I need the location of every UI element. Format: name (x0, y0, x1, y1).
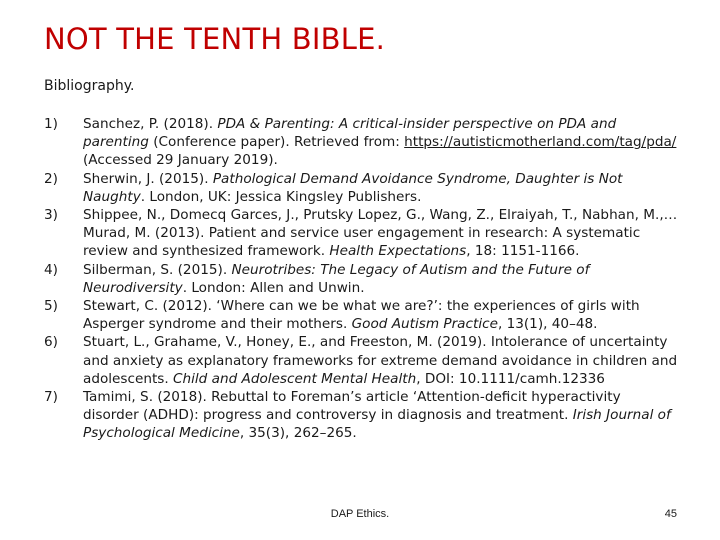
reference-work-title: Irish Journal of Psychological Medicine (83, 407, 671, 442)
reference-number: 3) (44, 207, 58, 224)
reference-item (44, 297, 678, 333)
reference-work-title: Pathological Demand Avoidance Syndrome, Daughter is Not Naughty (83, 170, 623, 205)
reference-item (44, 261, 678, 297)
reference-work-title: Good Autism Practice (351, 316, 498, 333)
reference-details: , 35(3), 262–265. (239, 425, 357, 442)
reference-details: . London: Allen and Unwin. (182, 279, 365, 296)
reference-number: 7) (44, 389, 58, 406)
reference-text (83, 388, 678, 443)
reference-url-link[interactable]: https://autisticmotherland.com/tag/pda/ (404, 134, 677, 151)
reference-authors: Stuart, L., Grahame, V., Honey, E., and Freeston, M. (2019). Intolerance of uncertainty and anxiety as explanatory frameworks for extreme demand avoidance in children and adolescents. (83, 334, 678, 387)
reference-item (44, 333, 678, 388)
reference-item (44, 388, 678, 443)
reference-details: , 18: 1151-1166. (466, 243, 580, 260)
reference-number: 6) (44, 334, 58, 351)
reference-details: , 13(1), 40–48. (497, 316, 598, 333)
reference-text (83, 261, 678, 297)
reference-authors: Sherwin, J. (2015). (83, 170, 213, 187)
reference-authors: Stewart, C. (2012). ‘Where can we be what we are?’: the experiences of girls with Asperger syndrome and their mothers. (83, 298, 640, 333)
reference-text (83, 333, 678, 388)
reference-item (44, 170, 678, 206)
reference-item (44, 115, 678, 170)
reference-text (83, 297, 678, 333)
slide-title: NOT THE TENTH BIBLE. (44, 22, 386, 56)
reference-authors: Tamimi, S. (2018). Rebuttal to Foreman’s article ‘Attention-deficit hyperactivity disorder (ADHD): progress and controversy in diagnosis and treatment. (83, 389, 621, 424)
reference-authors: Shippee, N., Domecq Garces, J., Prutsky Lopez, G., Wang, Z., Elraiyah, T., Nabhan, M.,…Murad, M. (2013). Patient and service user engagement in research: A systematic review and synthesized framework. (83, 207, 678, 260)
reference-number: 4) (44, 261, 58, 278)
reference-work-title: PDA & Parenting: A critical-insider perspective on PDA and parenting (83, 116, 617, 151)
reference-work-title: Neurotribes: The Legacy of Autism and the Future of Neurodiversity (83, 261, 590, 296)
reference-work-title: Health Expectations (329, 243, 467, 260)
reference-details: . London, UK: Jessica Kingsley Publishers. (140, 188, 422, 205)
reference-details: , DOI: 10.1111/camh.12336 (416, 370, 605, 387)
section-heading: Bibliography. (44, 78, 135, 94)
slide-footer: DAP Ethics. (330, 508, 390, 520)
reference-access-date: (Accessed 29 January 2019). (83, 152, 278, 169)
page-number: 45 (664, 508, 677, 520)
reference-number: 5) (44, 298, 58, 315)
reference-text (83, 206, 678, 261)
reference-item (44, 206, 678, 261)
reference-details: (Conference paper). Retrieved from: (148, 134, 405, 151)
reference-authors: Sanchez, P. (2018). (83, 116, 218, 132)
reference-authors: Silberman, S. (2015). (83, 261, 232, 278)
reference-number: 1) (44, 116, 58, 132)
reference-text (83, 115, 678, 170)
bibliography-list (44, 115, 678, 443)
reference-number: 2) (44, 170, 58, 187)
reference-work-title: Child and Adolescent Mental Health (173, 370, 417, 387)
reference-text (83, 170, 678, 206)
